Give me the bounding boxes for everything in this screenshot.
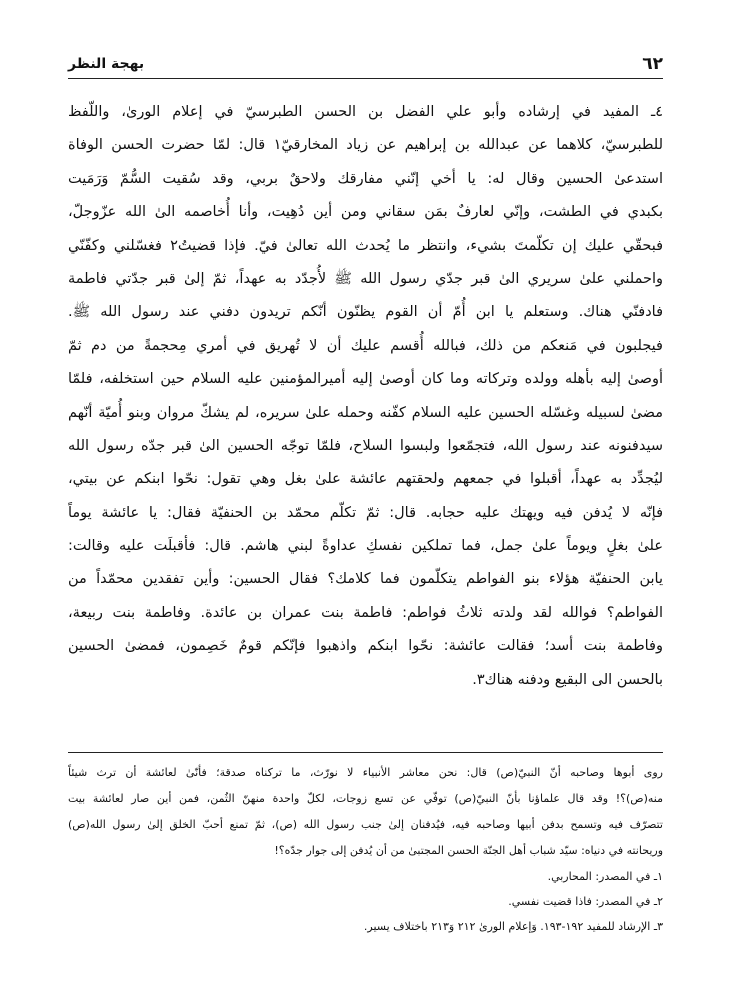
text-line: فادفنّي هناك. وستعلم يا ابن أُمّ أن القوم يظنّون أنّكم تريدون دفني عند رسول الله ﷺ. bbox=[68, 304, 663, 321]
footnote-line: وريحانته في دنياه: سيّد شباب أهل الجنّة الحسن المجتبىٰ من أن يُدفن إلى جوار جدّه؟! bbox=[274, 844, 663, 857]
text-line: للطبرسيّ، كلاهما عن عبدالله بن إبراهيم عن زياد المخارقيّ١ قال: لمّا حضرت الحسن الوفاة bbox=[68, 137, 663, 154]
text-line: بالحسن الى البقيع ودفنه هناك٣. bbox=[472, 671, 663, 688]
text-line: الفواطم؟ فوالله لقد ولدته ثلاثُ فواطم: فاطمة بنت عمران بن عائدة. وفاطمة بنت ربيعة، bbox=[68, 604, 663, 621]
text-line: أوصىٰ إليه بأهله وولده وتركاته وما كان أوصىٰ إليه أميرالمؤمنين عليه السلام حين استخلفه، فلمّا bbox=[68, 371, 663, 388]
text-line: فيجلبون في مَنعكم من ذلك، فبالله أُقسم عليك أن لا تُهريق في أمري مِحجمةً من دم ثمّ bbox=[68, 337, 663, 354]
page-number: ٦٢ bbox=[642, 54, 663, 74]
footnote-note: ٢ـ في المصدر: فاذا قضيت نفسي. bbox=[508, 895, 663, 908]
text-line: مضىٰ لسبيله وغسّله الحسين عليه السلام كفّنه وحمله علىٰ سريره، لم يشكّ مروان وبنو أُميّة أنّهم bbox=[68, 404, 663, 421]
text-line: فبحقّي عليك إن تكلّمتَ بشيء، وانتظر ما يُحدث الله تعالىٰ فيّ. فإذا قضيتُ٢ فغسّلني وكفّنّي bbox=[68, 237, 663, 254]
text-line: وفاطمة بنت أسد؛ فقالت عائشة: نحّوا ابنكم واذهبوا فإنّكم قومٌ خَصِمون، فمضىٰ الحسين bbox=[68, 638, 663, 655]
text-line: علىٰ بغلٍ ويوماً علىٰ جمل، فما تملكين نفسكِ عداوةً لبني هاشم. قال: فأقبلَت عليه وقالت: bbox=[68, 538, 663, 555]
footnote-note: ١ـ في المصدر: المحاربي. bbox=[547, 870, 663, 883]
book-title: بهجة النظر bbox=[68, 56, 145, 72]
text-line: يابن الحنفيّة هؤلاء بنو الفواطم يتكلّمون فما كلامك؟ فقال الحسين: وأين تفقدين محمّداً من bbox=[68, 571, 663, 588]
footnotes bbox=[68, 760, 663, 939]
text-line: ٤ـ المفيد في إرشاده وأبو علي الفضل بن الحسن الطبرسيّ في إعلام الورىٰ، واللّفظ bbox=[68, 104, 663, 120]
main-text bbox=[68, 96, 663, 697]
text-line: سيدفنونه عند رسول الله، فتجمّعوا ولبسوا السلاح، فلمّا توجّه الحسين الىٰ قبر جدّه رسول الله bbox=[68, 437, 663, 454]
text-line: واحملني علىٰ سريري الىٰ قبر جدّي رسول الله ﷺ لأُجدّد به عهداً، ثمّ إلىٰ قبر جدّتي فاطمة bbox=[68, 270, 663, 287]
footnote-line: روى أبوها وصاحبه أنّ النبيّ(ص) قال: نحن معاشر الأنبياء لا نورّث، ما تركناه صدقة؛ فأنّىٰ لعائشة أن ترث شيئاً bbox=[68, 766, 663, 779]
text-line: استدعىٰ الحسين وقال له: يا أخي إنّني مفارقك ولاحقٌ بربي، وقد سُقيت السُّمّ وَرَمَيت bbox=[68, 170, 663, 187]
text-line: ليُجدِّد به عهداً، أقبلوا في جمعهم ولحقتهم عائشة علىٰ بغل وهي تقول: نحّوا ابنكم عن بيتي، bbox=[68, 471, 663, 488]
footnote-note: ٣ـ الإرشاد للمفيد ١٩٢-١٩٣. وَإعلام الورىٰ ٢١٢ وَ٢١٣ باختلاف يسير. bbox=[363, 920, 663, 933]
text-line: بكبدي في الطشت، وإنّي لعارفٌ بمَن سقاني ومن أين دُهِيت، وأنا أُخاصمه الىٰ الله عزّوجلّ، bbox=[68, 204, 663, 221]
footnote-line: تتصرّف فيه وتسمح بدفن أبيها وصاحبه فيه، فيُدفنان إلىٰ جنب رسول الله (ص)، ثمّ تمنع أحبّ الخلق إلىٰ رسول الله(ص) bbox=[68, 818, 663, 831]
footnote-divider bbox=[68, 752, 663, 753]
text-line: فإنّه لا يُدفن فيه ويهتك عليه حجابه. قال: ثمّ تكلّم محمّد بن الحنفيّة فقال: يا عائشة يوماً bbox=[68, 504, 663, 521]
running-header bbox=[68, 52, 663, 79]
footnote-line: منه(ص)؟! وقد قال علماؤنا بأنّ النبيّ(ص) توفّي عن تسع زوجات، لكلّ واحدة منهنّ الثُمن، فمن أين صار لعائشة بيت bbox=[68, 792, 663, 805]
